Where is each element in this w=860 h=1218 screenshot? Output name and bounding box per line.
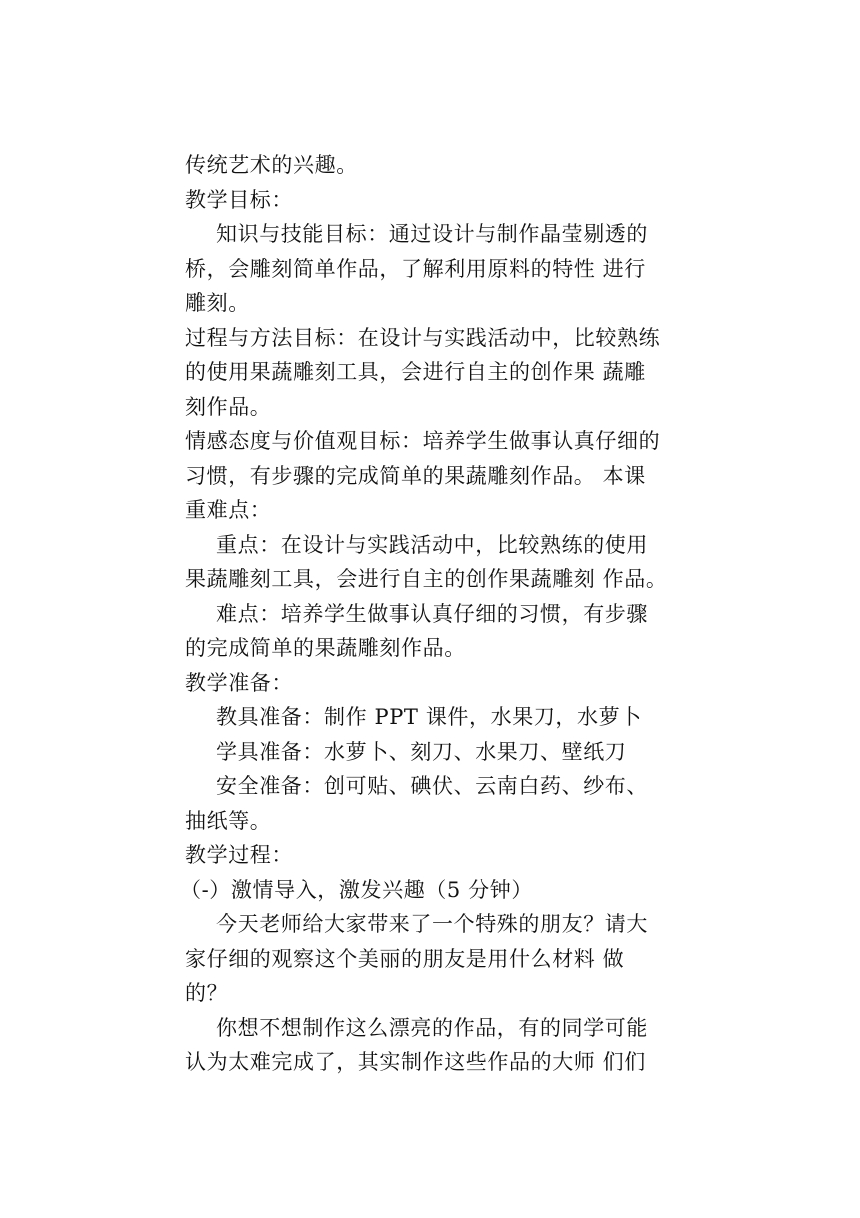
text-line: 家仔细的观察这个美丽的朋友是用什么材料 做 [185, 946, 625, 971]
document-page [180, 148, 681, 1080]
section-heading: 教学目标： [185, 187, 293, 212]
text-line: 你想不想制作这么漂亮的作品，有的同学可能 [216, 1015, 648, 1040]
text-line: 果蔬雕刻工具，会进行自主的创作果蔬雕刻 作品。 [185, 567, 668, 591]
text-line: 重难点： [185, 498, 272, 522]
section-heading: 教学准备： [185, 670, 293, 695]
text-line: 传统艺术的兴趣。 [185, 153, 358, 177]
text-line: 习惯，有步骤的完成简单的果蔬雕刻作品。 本课 [185, 463, 646, 488]
text-line: 的？ [185, 981, 229, 1005]
text-line: 雕刻。 [185, 291, 250, 315]
text-line: 的使用果蔬雕刻工具，会进行自主的创作果 蔬雕 [185, 360, 646, 384]
text-line: 今天老师给大家带来了一个特殊的朋友？请大 [216, 912, 648, 936]
text-line: 知识与技能目标：通过设计与制作晶莹剔透的 [216, 222, 648, 246]
text-line: 学具准备：水萝卜、刻刀、水果刀、壁纸刀 [216, 739, 627, 764]
text-line: 认为太难完成了，其实制作这些作品的大师 们们 [185, 1050, 646, 1074]
text-line: 安全准备：创可贴、碘伏、云南白药、纱布、 [216, 774, 648, 798]
text-line: 难点：培养学生做事认真仔细的习惯，有步骤 [216, 601, 648, 626]
text-line: 的完成简单的果蔬雕刻作品。 [185, 636, 466, 660]
section-heading: 教学过程： [185, 843, 293, 867]
text-line: 情感态度与价值观目标：培养学生做事认真仔细的 [185, 429, 661, 453]
text-line: 桥，会雕刻简单作品，了解利用原料的特性 进行 [185, 256, 646, 281]
text-line: 抽纸等。 [185, 808, 272, 833]
text-line: 过程与方法目标：在设计与实践活动中，比较熟练 [185, 325, 661, 350]
subsection-heading: （-）激情导入，激发兴趣（5 分钟） [180, 877, 533, 902]
text-line: 教具准备：制作 PPT 课件，水果刀，水萝卜 [216, 705, 642, 729]
text-line: 刻作品。 [185, 394, 272, 419]
text-line: 重点：在设计与实践活动中，比较熟练的使用 [216, 532, 648, 557]
